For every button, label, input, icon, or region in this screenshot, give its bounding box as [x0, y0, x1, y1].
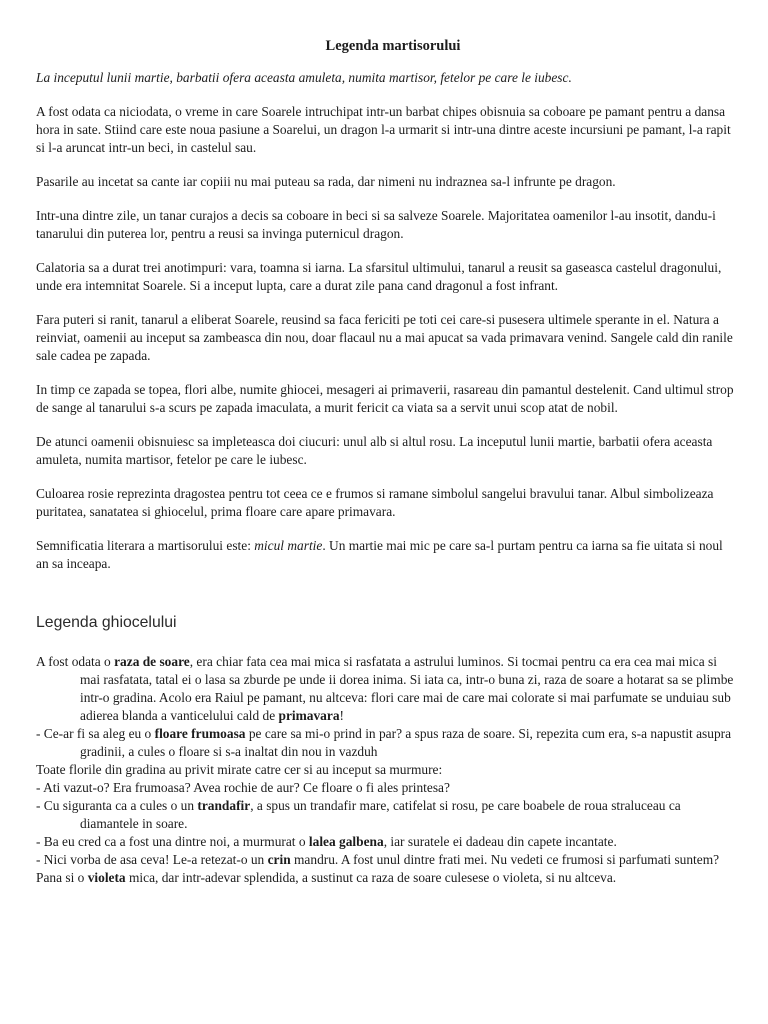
ghiocel-line-8-text: Pana si o: [36, 870, 88, 885]
document-content: [36, 37, 736, 887]
paragraph-7: De atunci oamenii obisnuiesc sa impleteasca doi ciucuri: unul alb si altul rosu. La inceputul lunii martie, barbatii ofera aceasta amuleta, numita martisor, fetelor pe care le iubesc.: [36, 434, 713, 467]
ghiocel-line-1-text-2: , era chiar fata cea mai mica si rasfatata a astrului luminos. Si tocmai pentru ca era cea mai mica si mai rasfatata, tatal ei o lasa sa zburde pe unde ii dorea inima. Si iata ca, intr-o buna zi, raza de soare a hotarat sa se plimbe intr-o gradina. Acolo era Raiul pe pamant, nu altceva: flori care mai de care mai colorate si mai parfumate se unduiau sub adierea blanda a vanticelului cald de: [80, 654, 734, 723]
ghiocel-line-7-bold: crin: [267, 852, 291, 867]
semnificatie-text-after: . Un martie mai mic pe care sa-l purtam pentru ca iarna sa fie uitata si noul an sa inceapa.: [36, 538, 723, 571]
ghiocel-line-3: Toate florile din gradina au privit mirate catre cer si au inceput sa murmure:: [36, 762, 443, 777]
ghiocel-line-5-bold: trandafir: [197, 798, 251, 813]
ghiocel-line-1-text: A fost odata o: [36, 654, 115, 669]
paragraph-2: Pasarile au incetat sa cante iar copiii nu mai puteau sa rada, dar nimeni nu indraznea sa-l infrunte pe dragon.: [36, 174, 616, 189]
ghiocel-line-7: [36, 851, 736, 869]
ghiocel-line-6-text-2: , iar suratele ei dadeau din capete incantate.: [383, 834, 617, 849]
ghiocel-line-2-text-2: pe care sa mi-o prind in par? a spus raza de soare. Si, repezita cum era, s-a napustit asupra gradinii, a cules o floare si s-a inaltat din nou in vazduh: [80, 726, 732, 759]
ghiocel-line-5-text-2: , a spus un trandafir mare, catifelat si rosu, pe care boabele de roua straluceau ca diamantele in soare.: [80, 798, 681, 831]
ghiocel-line-7-text: - Nici vorba de asa ceva! Le-a retezat-o un: [36, 852, 268, 867]
ghiocel-line-6-bold: lalea galbena: [308, 834, 384, 849]
ghiocel-line-1-text-3: !: [339, 708, 344, 723]
ghiocel-line-2-text: - Ce-ar fi sa aleg eu o: [36, 726, 155, 741]
ghiocel-line-8: [36, 869, 736, 887]
ghiocel-line-7-text-2: mandru. A fost unul dintre frati mei. Nu vedeti ce frumosi si parfumati suntem?: [290, 852, 720, 867]
ghiocel-line-2-bold: floare frumoasa: [154, 726, 246, 741]
paragraph-1: A fost odata ca niciodata, o vreme in care Soarele intruchipat intr-un barbat chipes obisnuia sa coboare pe pamant pentru a dansa hora in sate. Stiind care este noua pasiune a Soarelui, un dragon l-a urmarit si intr-una dintre aceste incursiuni pe pamant, l-a rapit si l-a aruncat intr-un beci, in castelul sau.: [36, 104, 731, 155]
semnificatie-italic: micul martie: [254, 538, 323, 553]
paragraph-6: In timp ce zapada se topea, flori albe, numite ghiocei, mesageri ai primaverii, rasareau din pamantul destelenit. Cand ultimul strop de sange al tanarului s-a scurs pe zapada imaculata, a murit fericit ca viata sa a servit unui scop atat de nobil.: [36, 382, 734, 415]
intro-paragraph: La inceputul lunii martie, barbatii ofera aceasta amuleta, numita martisor, fetelor pe care le iubesc.: [36, 70, 572, 85]
paragraph-4: Calatoria sa a durat trei anotimpuri: vara, toamna si iarna. La sfarsitul ultimului, tanarul a reusit sa gaseasca castelul dragonului, unde era intemnitat Soarele. Si a inceput lupta, care a durat zile pana cand dragonul a fost infrant.: [36, 260, 722, 293]
ghiocel-line-5-text: - Cu siguranta ca a cules o un: [36, 798, 198, 813]
semnificatie-text-before: Semnificatia literara a martisorului este:: [36, 538, 255, 553]
semnificatie-paragraph: [36, 537, 736, 573]
ghiocel-line-1-bold-2: primavara: [278, 708, 340, 723]
ghiocel-line-6-text: - Ba eu cred ca a fost una dintre noi, a murmurat o: [36, 834, 309, 849]
paragraph-5: Fara puteri si ranit, tanarul a eliberat Soarele, reusind sa faca fericiti pe toti cei care-si pusesera ultimele sperante in el. Natura a reinviat, oamenii au inceput sa zambeasca din nou, doar flacaul nu a mai apucat sa vada primavara venind. Sangele cald din ranile sale cadea pe zapada.: [36, 312, 733, 363]
ghiocel-line-5: [36, 797, 736, 833]
ghiocel-line-2: [36, 725, 736, 761]
ghiocel-line-1-bold: raza de soare: [114, 654, 190, 669]
paragraph-8: Culoarea rosie reprezinta dragostea pentru tot ceea ce e frumos si ramane simbolul sangelui bravului tanar. Albul simbolizeaza puritatea, sanatatea si ghiocelul, prima floare care apare primavara.: [36, 486, 714, 519]
ghiocel-line-8-bold: violeta: [87, 870, 126, 885]
document-title: Legenda martisorului: [325, 38, 461, 54]
paragraph-3: Intr-una dintre zile, un tanar curajos a decis sa coboare in beci si sa salveze Soarele. Majoritatea oamenilor l-au insotit, dandu-i tanarului din puterea lor, pentru a reusi sa invinga puternicul dragon.: [36, 208, 716, 241]
ghiocel-line-6: [36, 833, 736, 851]
ghiocel-line-1: [36, 653, 736, 725]
ghiocel-line-8-text-2: mica, dar intr-adevar splendida, a sustinut ca raza de soare culesese o violeta, si nu altceva.: [125, 870, 617, 885]
section-heading-ghiocel: Legenda ghiocelului: [36, 614, 177, 631]
ghiocel-line-4: - Ati vazut-o? Era frumoasa? Avea rochie de aur? Ce floare o fi ales printesa?: [36, 780, 450, 795]
